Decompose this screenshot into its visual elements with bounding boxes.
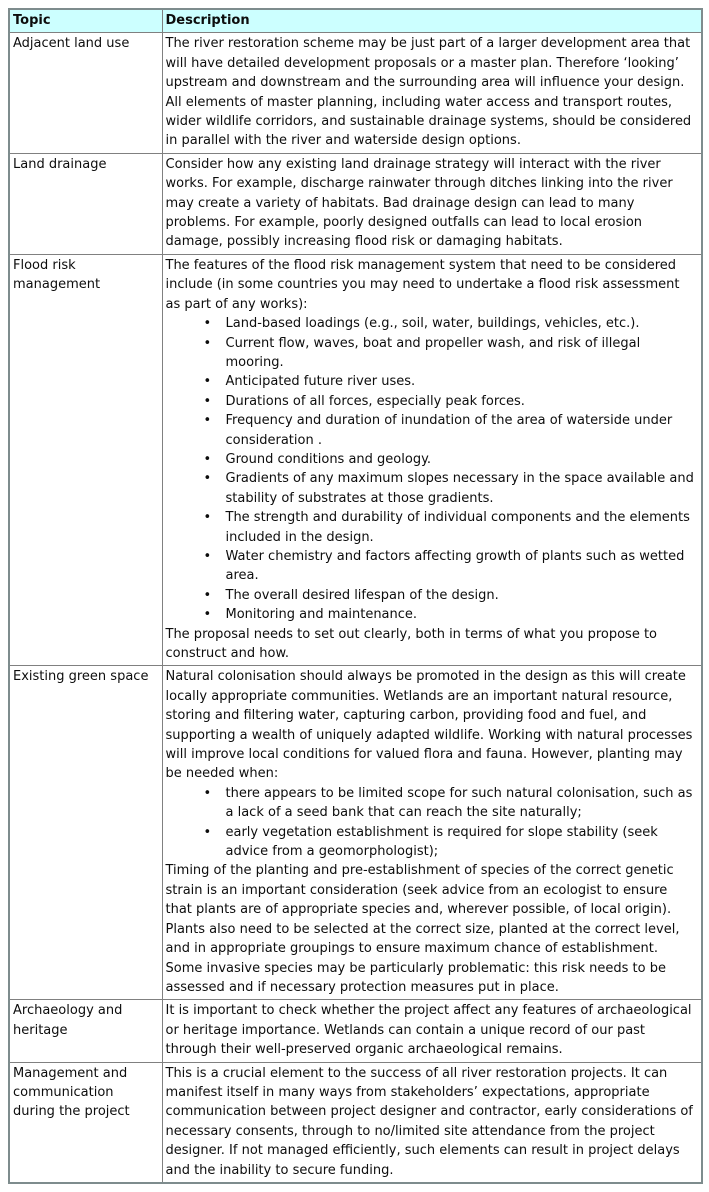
topic-cell: Flood risk management: [9, 254, 162, 666]
topic-cell: Existing green space: [9, 666, 162, 1000]
bullet-item: • Anticipated future river uses.: [198, 372, 698, 391]
table-body: [9, 33, 702, 1183]
bullet-item: • The strength and durability of individual components and the elements included in the design.: [198, 508, 698, 547]
description-cell: [162, 254, 702, 666]
description-paragraph: The river restoration scheme may be just part of a larger development area that will have detailed development proposals or a master plan. Therefore ‘looking’ upstream and downstream and the surrounding area will influence your design. All elements of master planning, including water access and transport routes, wider wildlife corridors, and sustainable drainage systems, should be considered in parallel with the river and waterside design options.: [165, 36, 692, 149]
bullet-list: [166, 314, 698, 625]
table-row: [9, 33, 702, 153]
bullet-list: [166, 784, 698, 862]
description-cell: [162, 33, 702, 153]
topic-cell: Archaeology and heritage: [9, 1000, 162, 1062]
topic-description-table: [8, 8, 703, 1184]
description-paragraph: The proposal needs to set out clearly, both in terms of what you propose to construct and how.: [165, 626, 658, 661]
description-paragraph: This is a crucial element to the success of all river restoration projects. It can manifest itself in many ways from stakeholders’ expectations, appropriate communication between project designer and contractor, early considerations of necessary consents, through to no/limited site attendance from the project designer. If not managed efficiently, such elements can result in project delays and the inability to secure funding.: [165, 1065, 693, 1178]
table-row: [9, 666, 702, 1000]
description-cell: [162, 153, 702, 254]
topic-cell: Management and communication during the project: [9, 1062, 162, 1183]
topic-cell: Adjacent land use: [9, 33, 162, 153]
description-cell: [162, 666, 702, 1000]
bullet-item: • Frequency and duration of inundation of the area of waterside under consideration .: [198, 411, 698, 450]
bullet-item: • Current flow, waves, boat and propeller wash, and risk of illegal mooring.: [198, 334, 698, 373]
bullet-item: • Durations of all forces, especially peak forces.: [198, 392, 698, 411]
table-row: [9, 153, 702, 254]
description-paragraph: The features of the flood risk management system that need to be considered include (in some countries you may need to undertake a flood risk assessment as part of any works):: [165, 257, 680, 312]
table-header-row: [9, 9, 702, 33]
bullet-item: • Land-based loadings (e.g., soil, water, buildings, vehicles, etc.).: [198, 314, 698, 333]
description-cell: [162, 1000, 702, 1062]
bullet-item: • Monitoring and maintenance.: [198, 605, 698, 624]
bullet-item: • Gradients of any maximum slopes necessary in the space available and stability of substrates at those gradients.: [198, 469, 698, 508]
description-paragraph: Consider how any existing land drainage strategy will interact with the river works. For example, discharge rainwater through ditches linking into the river may create a variety of habitats. Bad drainage design can lead to many problems. For example, poorly designed outfalls can lead to local erosion damage, possibly increasing flood risk or damaging habitats.: [165, 156, 673, 250]
column-header-description: Description: [162, 9, 702, 33]
description-paragraph: It is important to check whether the project affect any features of archaeological or heritage importance. Wetlands can contain a unique record of our past through their well-preserved organic archaeological remains.: [165, 1003, 692, 1058]
bullet-item: • The overall desired lifespan of the design.: [198, 586, 698, 605]
description-paragraph: Natural colonisation should always be promoted in the design as this will create locally appropriate communities. Wetlands are an important natural resource, storing and filtering water, capturing carbon, providing food and fuel, and supporting a wealth of uniquely adapted wildlife. Working with natural processes will improve local conditions for valued flora and fauna. However, planting may be needed when:: [165, 669, 693, 782]
description-paragraph: Timing of the planting and pre-establishment of species of the correct genetic strain is an important consideration (seek advice from an ecologist to ensure that plants are of appropriate species and, wherever possible, of local origin). Plants also need to be selected at the correct size, planted at the correct level, and in appropriate groupings to ensure maximum chance of establishment. Some invasive species may be particularly problematic: this risk needs to be assessed and if necessary protection measures put in place.: [165, 863, 680, 995]
table-row: [9, 254, 702, 666]
bullet-item: • early vegetation establishment is required for slope stability (seek advice from a geomorphologist);: [198, 823, 698, 862]
bullet-item: • there appears to be limited scope for such natural colonisation, such as a lack of a seed bank that can reach the site naturally;: [198, 784, 698, 823]
table-row: [9, 1000, 702, 1062]
topic-cell: Land drainage: [9, 153, 162, 254]
bullet-item: • Water chemistry and factors affecting growth of plants such as wetted area.: [198, 547, 698, 586]
column-header-topic: Topic: [9, 9, 162, 33]
bullet-item: • Ground conditions and geology.: [198, 450, 698, 469]
